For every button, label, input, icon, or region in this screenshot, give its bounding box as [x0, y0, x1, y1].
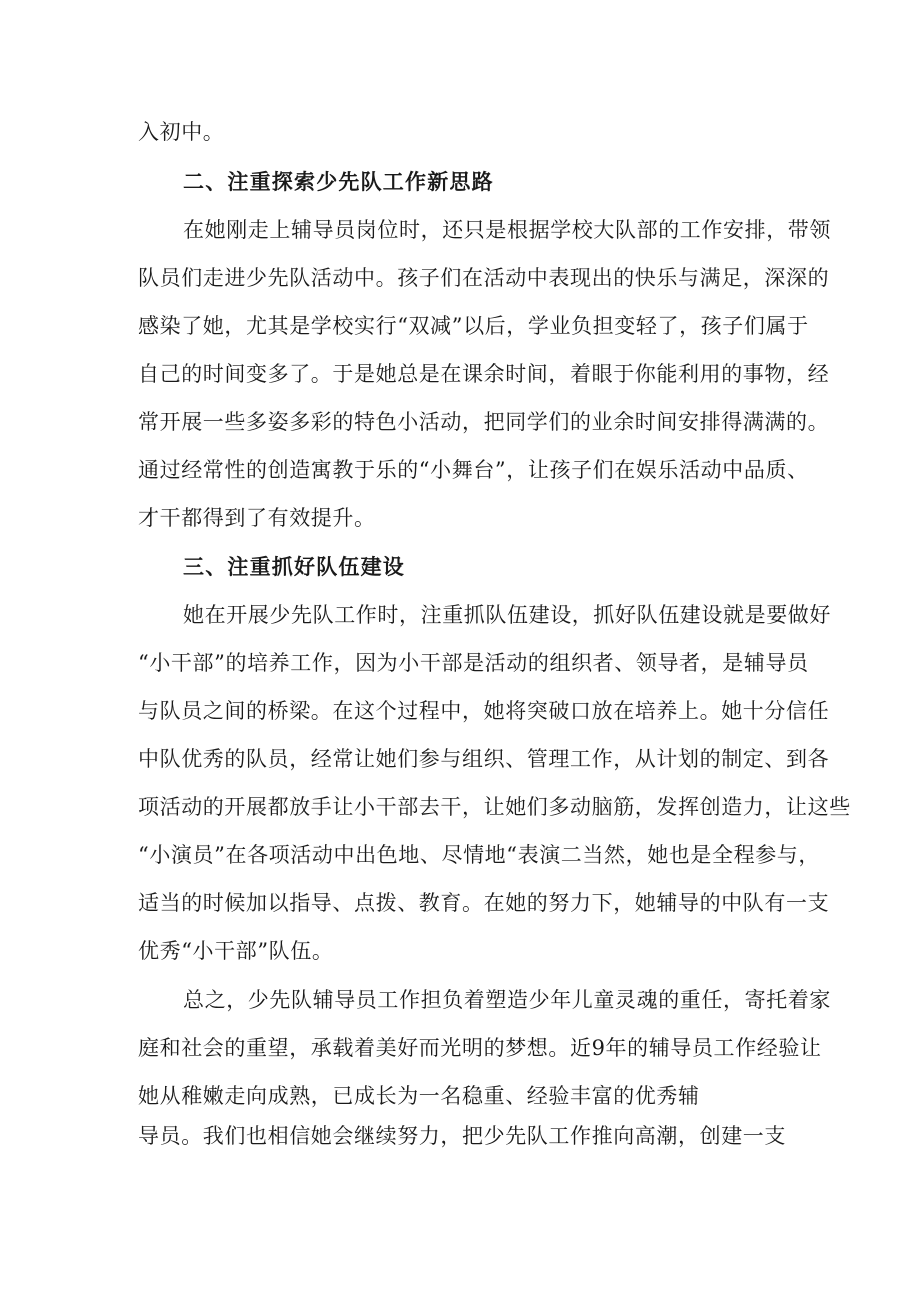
paragraph-line: 才干都得到了有效提升。: [138, 506, 376, 530]
paragraph-line: 与队员之间的桥梁。在这个过程中，她将突破口放在培养上。她十分信任: [138, 699, 830, 723]
paragraph-line: “小演员”在各项活动中出色地、尽情地“表演二当然，她也是全程参与，: [138, 843, 821, 867]
paragraph-line: 中队优秀的队员，经常让她们参与组织、管理工作，从计划的制定、到各: [138, 747, 830, 771]
paragraph-line: “小干部”的培养工作，因为小干部是活动的组织者、领导者，是辅导员: [138, 651, 809, 675]
paragraph-line: 适当的时候加以指导、点拨、教育。在她的努力下，她辅导的中队有一支: [138, 891, 830, 915]
paragraph-line: 优秀“小干部”队伍。: [138, 939, 334, 963]
paragraph-line: 在她刚走上辅导员岗位时，还只是根据学校大队部的工作安排，带领: [183, 218, 831, 242]
paragraph-line: 队员们走进少先队活动中。孩子们在活动中表现出的快乐与满足，深深的: [138, 266, 830, 290]
paragraph-line: 庭和社会的重望，承载着美好而光明的梦想。近9年的辅导员工作经验让: [138, 1036, 822, 1060]
paragraph-line: 自己的时间变多了。于是她总是在课余时间，着眼于你能利用的事物，经: [138, 362, 830, 386]
paragraph-line: 项活动的开展都放手让小干部去干，让她们多动脑筋，发挥创造力，让这些: [138, 795, 851, 819]
paragraph-line: 感染了她，尤其是学校实行“双减”以后，学业负担变轻了，孩子们属于: [138, 314, 809, 338]
paragraph-line: 总之，少先队辅导员工作担负着塑造少年儿童灵魂的重任，寄托着家: [183, 988, 831, 1012]
paragraph-line: 她在开展少先队工作时，注重抓队伍建设，抓好队伍建设就是要做好: [183, 603, 831, 627]
paragraph-line: 通过经常性的创造寓教于乐的“小舞台”，让孩子们在娱乐活动中品质、: [138, 458, 809, 482]
section-heading: 二、注重探索少先队工作新思路: [183, 169, 494, 194]
paragraph-line: 入初中。: [138, 120, 225, 144]
section-heading: 三、注重抓好队伍建设: [183, 554, 405, 579]
paragraph-line: 导员。我们也相信她会继续努力，把少先队工作推向高潮，创建一支: [138, 1124, 786, 1148]
paragraph-line: 常开展一些多姿多彩的特色小活动，把同学们的业余时间安排得满满的。: [138, 410, 830, 434]
paragraph-line: 她从稚嫩走向成熟，已成长为一名稳重、经验丰富的优秀辅: [138, 1084, 700, 1108]
